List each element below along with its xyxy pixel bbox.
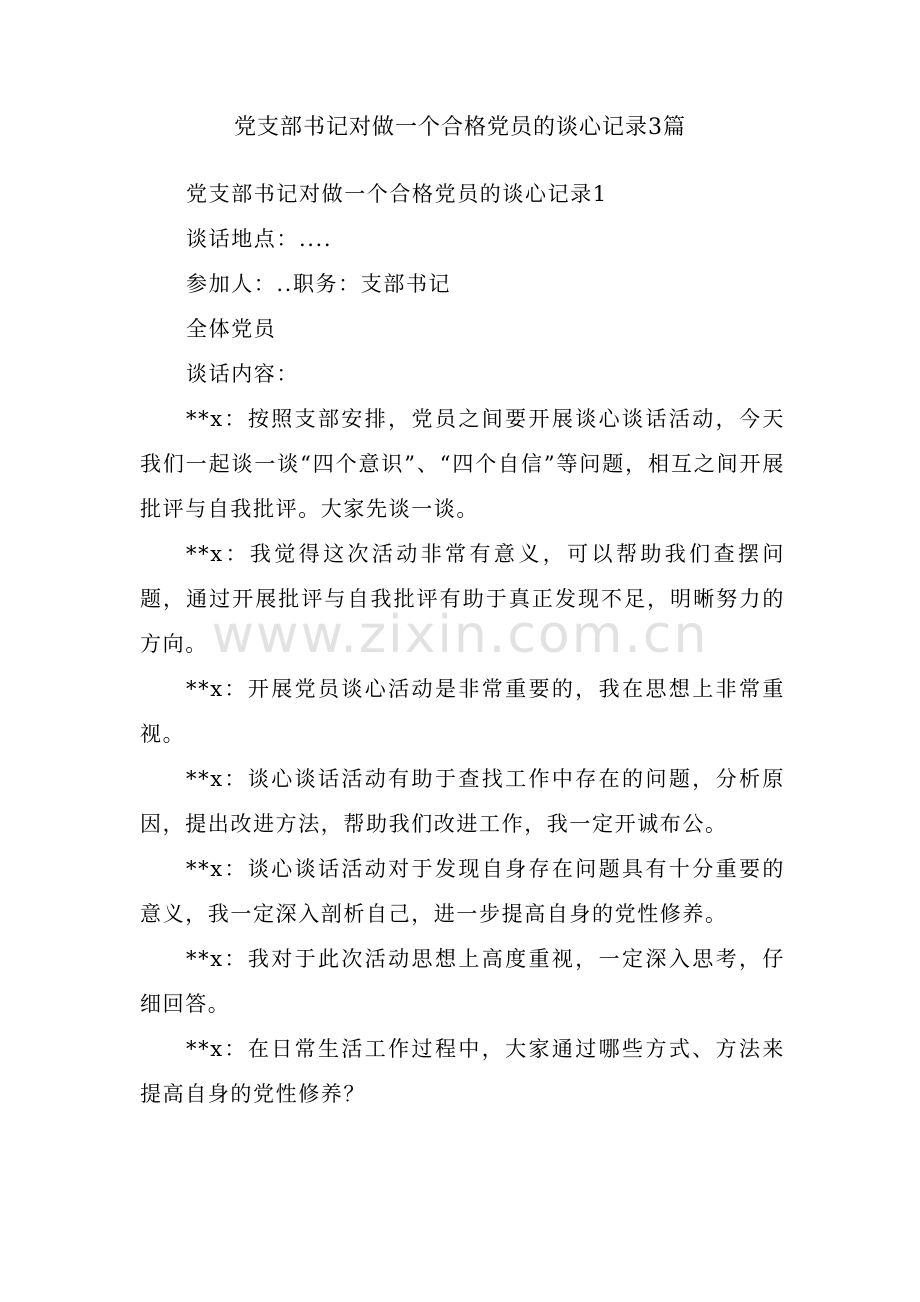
document-title: 党支部书记对做一个合格党员的谈心记录3篇 — [234, 115, 686, 140]
watermark: www.zixin.com.cn — [211, 605, 709, 665]
paragraph: **x：谈心谈话活动有助于查找工作中存在的问题，分析原因，提出改进方法，帮助我们改进工作，我一定开诚布公。 — [140, 767, 785, 836]
participants-all-members: 全体党员 — [186, 317, 277, 341]
paragraph: **x：按照支部安排，党员之间要开展谈心谈话活动，今天我们一起谈一谈“四个意识”、“四个自信”等问题，相互之间开展批评与自我批评。大家先谈一谈。 — [140, 407, 785, 521]
paragraph: **x：我对于此次活动思想上高度重视，一定深入思考，仔细回答。 — [140, 947, 785, 1016]
document-body — [140, 172, 785, 1117]
content-label: 谈话内容： — [186, 362, 299, 386]
paragraph: **x：在日常生活工作过程中，大家通过哪些方式、方法来提高自身的党性修养？ — [140, 1037, 785, 1106]
meeting-location: 谈话地点：.... — [186, 227, 333, 251]
participants: 参加人：..职务：支部书记 — [186, 272, 452, 296]
paragraph: **x：谈心谈话活动对于发现自身存在问题具有十分重要的意义，我一定深入剖析自己，进一步提高自身的党性修养。 — [140, 857, 785, 926]
paragraph: **x：开展党员谈心活动是非常重要的，我在思想上非常重视。 — [140, 677, 785, 746]
section-heading: 党支部书记对做一个合格党员的谈心记录1 — [186, 182, 608, 206]
paragraph: **x：我觉得这次活动非常有意义，可以帮助我们查摆问题，通过开展批评与自我批评有助于真正发现不足，明晰努力的方向。 — [140, 542, 785, 656]
